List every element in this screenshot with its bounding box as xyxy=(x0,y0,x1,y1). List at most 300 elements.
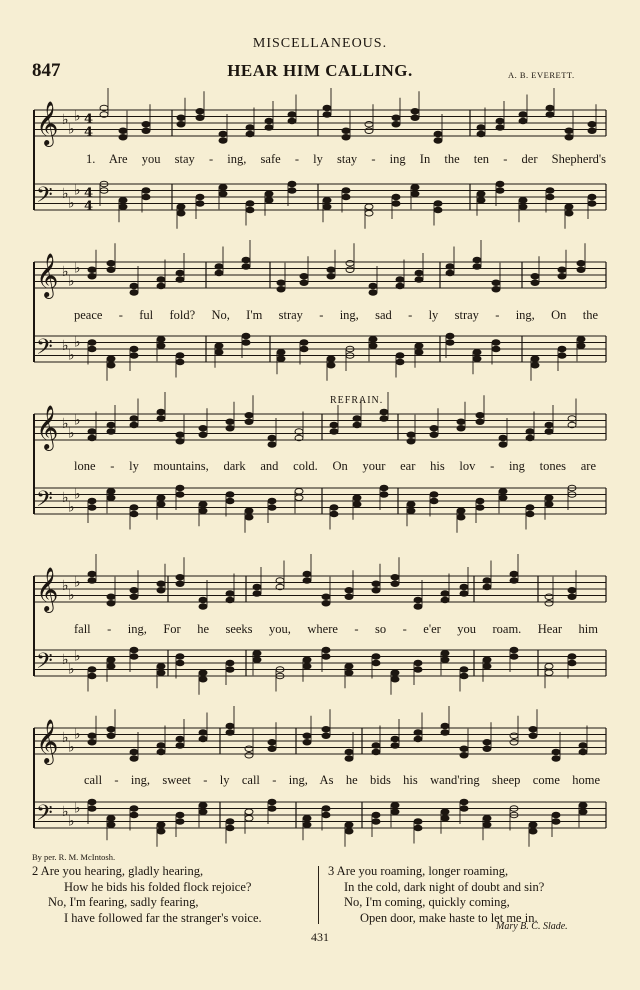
note-head xyxy=(268,435,276,441)
note-head xyxy=(579,802,587,808)
note-head xyxy=(219,184,227,190)
flat-icon: ♭ xyxy=(62,577,69,594)
note-head xyxy=(342,134,350,140)
note-head xyxy=(414,597,422,603)
note-head xyxy=(519,112,527,118)
note-head xyxy=(88,498,96,504)
note-head xyxy=(245,815,253,821)
note-head xyxy=(353,501,361,507)
note-head xyxy=(107,260,115,266)
flat-icon: ♭ xyxy=(68,273,75,290)
flat-icon: ♭ xyxy=(62,729,69,746)
note-head xyxy=(380,492,388,498)
note-head xyxy=(142,128,150,134)
flat-icon: ♭ xyxy=(62,337,69,354)
note-head xyxy=(460,584,468,590)
note-head xyxy=(476,498,484,504)
note-head xyxy=(226,660,234,666)
note-head xyxy=(88,340,96,346)
note-head xyxy=(558,267,566,273)
note-head xyxy=(483,815,491,821)
note-head xyxy=(177,121,185,127)
note-head xyxy=(242,264,250,270)
note-head xyxy=(157,663,165,669)
bass-clef-icon: 𝄢 xyxy=(36,801,53,831)
note-head xyxy=(130,422,138,428)
note-head xyxy=(407,508,415,514)
note-head xyxy=(245,412,253,418)
note-head xyxy=(199,425,207,431)
note-head xyxy=(322,806,330,812)
page-number: 431 xyxy=(311,930,329,944)
note-head xyxy=(322,733,330,739)
note-head xyxy=(496,181,504,187)
note-head xyxy=(215,343,223,349)
note-head xyxy=(246,125,254,131)
note-head xyxy=(434,131,442,137)
note-head xyxy=(519,197,527,203)
lyric-line-2: peace - ful fold? No, I'm stray - ing, sad - ly stray - ing, On the xyxy=(74,308,598,322)
note-head xyxy=(460,746,468,752)
note-head xyxy=(268,739,276,745)
note-head xyxy=(391,743,399,749)
note-head xyxy=(414,819,422,825)
note-head xyxy=(391,676,399,682)
flat-icon: ♭ xyxy=(62,415,69,432)
note-head xyxy=(196,115,204,121)
note-head xyxy=(430,498,438,504)
note-head xyxy=(265,197,273,203)
note-head xyxy=(526,435,534,441)
note-head xyxy=(107,663,115,669)
note-head xyxy=(430,492,438,498)
note-head xyxy=(219,131,227,137)
note-head xyxy=(107,488,115,494)
note-head xyxy=(380,416,388,422)
note-head xyxy=(568,587,576,593)
note-head xyxy=(107,815,115,821)
note-head xyxy=(369,343,377,349)
note-head xyxy=(107,733,115,739)
note-head xyxy=(577,343,585,349)
note-head xyxy=(499,488,507,494)
permission-credit: By per. R. M. McIntosh. xyxy=(32,852,116,862)
note-head xyxy=(107,495,115,501)
note-head xyxy=(157,822,165,828)
bass-clef-icon: 𝄢 xyxy=(36,649,53,679)
note-head xyxy=(415,343,423,349)
note-head xyxy=(568,594,576,600)
note-head xyxy=(441,657,449,663)
note-head xyxy=(157,277,165,283)
composer-credit: A. B. EVERETT. xyxy=(508,70,575,80)
note-head xyxy=(327,356,335,362)
note-head xyxy=(568,660,576,666)
note-head xyxy=(372,587,380,593)
note-head xyxy=(157,495,165,501)
note-head xyxy=(531,356,539,362)
note-head xyxy=(288,188,296,194)
note-head xyxy=(130,654,138,660)
note-head xyxy=(579,743,587,749)
note-head xyxy=(531,273,539,279)
note-head xyxy=(130,749,138,755)
note-head xyxy=(345,756,353,762)
note-head xyxy=(107,429,115,435)
note-head xyxy=(265,191,273,197)
note-head xyxy=(196,201,204,207)
note-head xyxy=(342,194,350,200)
note-head xyxy=(130,812,138,818)
note-head xyxy=(545,422,553,428)
note-head xyxy=(219,191,227,197)
note-head xyxy=(119,134,127,140)
note-head xyxy=(391,670,399,676)
flat-icon: ♭ xyxy=(62,489,69,506)
time-signature: 4 xyxy=(84,125,94,140)
note-head xyxy=(157,416,165,422)
note-head xyxy=(323,105,331,111)
note-head xyxy=(473,356,481,362)
note-head xyxy=(176,277,184,283)
note-head xyxy=(477,131,485,137)
note-head xyxy=(415,349,423,355)
note-head xyxy=(496,188,504,194)
note-head xyxy=(130,511,138,517)
note-head xyxy=(107,422,115,428)
time-signature: 4 xyxy=(84,186,94,201)
note-head xyxy=(107,356,115,362)
note-head xyxy=(107,657,115,663)
note-head xyxy=(579,809,587,815)
note-head xyxy=(380,409,388,415)
note-head xyxy=(130,806,138,812)
note-head xyxy=(330,422,338,428)
note-head xyxy=(107,594,115,600)
note-head xyxy=(526,511,534,517)
note-head xyxy=(529,726,537,732)
note-head xyxy=(300,273,308,279)
note-head xyxy=(477,191,485,197)
bass-clef-icon: 𝄢 xyxy=(36,487,53,517)
note-head xyxy=(303,657,311,663)
flat-icon: ♭ xyxy=(74,726,81,743)
note-head xyxy=(441,809,449,815)
note-head xyxy=(483,739,491,745)
note-head xyxy=(119,204,127,210)
note-head xyxy=(407,432,415,438)
note-head xyxy=(441,650,449,656)
note-head xyxy=(414,825,422,831)
hymn-number: 847 xyxy=(32,60,61,81)
note-head xyxy=(253,591,261,597)
note-head xyxy=(88,667,96,673)
note-head xyxy=(577,336,585,342)
note-head xyxy=(88,799,96,805)
note-head xyxy=(199,501,207,507)
note-head xyxy=(460,591,468,597)
note-head xyxy=(226,819,234,825)
flat-icon: ♭ xyxy=(68,739,75,756)
note-head xyxy=(295,495,303,501)
note-head xyxy=(345,749,353,755)
note-head xyxy=(157,749,165,755)
note-head xyxy=(396,283,404,289)
note-head xyxy=(483,663,491,669)
note-head xyxy=(199,736,207,742)
treble-clef-icon: 𝄞 xyxy=(36,405,59,449)
note-head xyxy=(242,333,250,339)
note-head xyxy=(277,286,285,292)
verse-divider xyxy=(318,866,319,924)
section-heading: MISCELLANEOUS. xyxy=(252,36,388,51)
flat-icon: ♭ xyxy=(74,260,81,277)
note-head xyxy=(142,121,150,127)
author-credit: Mary B. C. Slade. xyxy=(496,921,568,932)
note-head xyxy=(322,647,330,653)
flat-icon: ♭ xyxy=(68,121,75,138)
note-head xyxy=(246,201,254,207)
note-head xyxy=(372,749,380,755)
note-head xyxy=(365,204,373,210)
note-head xyxy=(268,799,276,805)
note-head xyxy=(441,723,449,729)
note-head xyxy=(157,336,165,342)
lyric-line-4: fall - ing, For he seeks you, where - so - e'er you roam. Hear him xyxy=(74,622,598,636)
flat-icon: ♭ xyxy=(74,648,81,665)
verse-line: How he bids his folded flock rejoice? xyxy=(64,879,252,894)
note-head xyxy=(345,670,353,676)
note-head xyxy=(415,270,423,276)
note-head xyxy=(253,584,261,590)
note-head xyxy=(199,809,207,815)
note-head xyxy=(88,578,96,584)
verse-line: I have followed far the stranger's voice. xyxy=(64,910,262,925)
note-head xyxy=(322,654,330,660)
note-head xyxy=(88,435,96,441)
note-head xyxy=(157,828,165,834)
note-head xyxy=(414,667,422,673)
note-head xyxy=(300,280,308,286)
note-head xyxy=(565,210,573,216)
note-head xyxy=(242,257,250,263)
note-head xyxy=(391,581,399,587)
note-head xyxy=(446,270,454,276)
note-head xyxy=(88,267,96,273)
note-head xyxy=(245,752,253,758)
note-head xyxy=(157,283,165,289)
note-head xyxy=(588,128,596,134)
note-head xyxy=(88,429,96,435)
flat-icon: ♭ xyxy=(62,185,69,202)
note-head xyxy=(546,194,554,200)
note-head xyxy=(457,514,465,520)
note-head xyxy=(430,432,438,438)
note-head xyxy=(492,286,500,292)
note-head xyxy=(441,815,449,821)
note-head xyxy=(199,676,207,682)
note-head xyxy=(176,353,184,359)
note-head xyxy=(88,673,96,679)
note-head xyxy=(492,340,500,346)
note-head xyxy=(545,594,553,600)
note-head xyxy=(483,746,491,752)
note-head xyxy=(226,723,234,729)
note-head xyxy=(88,505,96,511)
note-head xyxy=(545,501,553,507)
note-head xyxy=(369,290,377,296)
note-head xyxy=(492,280,500,286)
note-head xyxy=(545,495,553,501)
verse-line: 2 Are you hearing, gladly hearing, xyxy=(32,864,204,878)
note-head xyxy=(499,435,507,441)
note-head xyxy=(327,273,335,279)
note-head xyxy=(330,505,338,511)
note-head xyxy=(545,663,553,669)
verse-line: No, I'm coming, quickly coming, xyxy=(344,895,510,909)
note-head xyxy=(199,730,207,736)
note-head xyxy=(130,290,138,296)
note-head xyxy=(303,578,311,584)
note-head xyxy=(242,340,250,346)
note-head xyxy=(130,505,138,511)
flat-icon: ♭ xyxy=(62,111,69,128)
note-head xyxy=(407,501,415,507)
note-head xyxy=(483,584,491,590)
note-head xyxy=(253,657,261,663)
note-head xyxy=(411,191,419,197)
note-head xyxy=(303,663,311,669)
note-head xyxy=(473,257,481,263)
note-head xyxy=(519,204,527,210)
note-head xyxy=(392,115,400,121)
note-head xyxy=(460,667,468,673)
note-head xyxy=(327,267,335,273)
note-head xyxy=(226,591,234,597)
note-head xyxy=(130,346,138,352)
note-head xyxy=(157,409,165,415)
note-head xyxy=(345,663,353,669)
note-head xyxy=(245,809,253,815)
note-head xyxy=(392,201,400,207)
note-head xyxy=(372,654,380,660)
note-head xyxy=(392,121,400,127)
lyric-line-3: lone - ly mountains, dark and cold. On your ear his lov - ing tones are xyxy=(74,459,596,473)
note-head xyxy=(288,112,296,118)
note-head xyxy=(176,660,184,666)
note-head xyxy=(446,333,454,339)
note-head xyxy=(130,283,138,289)
note-head xyxy=(323,204,331,210)
note-head xyxy=(323,112,331,118)
note-head xyxy=(476,412,484,418)
note-head xyxy=(268,746,276,752)
note-head xyxy=(303,571,311,577)
note-head xyxy=(268,806,276,812)
note-head xyxy=(303,815,311,821)
note-head xyxy=(246,207,254,213)
refrain-label: REFRAIN. xyxy=(330,395,384,406)
time-signature: 4 xyxy=(84,199,94,214)
note-head xyxy=(142,188,150,194)
note-head xyxy=(510,647,518,653)
note-head xyxy=(88,346,96,352)
note-head xyxy=(107,267,115,273)
note-head xyxy=(499,442,507,448)
note-head xyxy=(130,594,138,600)
note-head xyxy=(157,587,165,593)
note-head xyxy=(565,128,573,134)
note-head xyxy=(460,673,468,679)
verse-line: In the cold, dark night of doubt and sin? xyxy=(344,879,545,894)
note-head xyxy=(441,591,449,597)
note-head xyxy=(342,128,350,134)
note-head xyxy=(88,273,96,279)
note-head xyxy=(176,819,184,825)
note-head xyxy=(226,667,234,673)
note-head xyxy=(157,670,165,676)
note-head xyxy=(499,495,507,501)
note-head xyxy=(519,118,527,124)
note-head xyxy=(107,362,115,368)
note-head xyxy=(457,508,465,514)
note-head xyxy=(130,353,138,359)
note-head xyxy=(330,511,338,517)
note-head xyxy=(157,501,165,507)
note-head xyxy=(177,204,185,210)
note-head xyxy=(295,488,303,494)
note-head xyxy=(265,118,273,124)
note-head xyxy=(473,349,481,355)
note-head xyxy=(277,349,285,355)
note-head xyxy=(342,188,350,194)
time-signature: 4 xyxy=(84,112,94,127)
note-head xyxy=(157,343,165,349)
treble-clef-icon: 𝄞 xyxy=(36,719,59,763)
note-head xyxy=(176,270,184,276)
note-head xyxy=(496,118,504,124)
flat-icon: ♭ xyxy=(62,651,69,668)
note-head xyxy=(176,359,184,365)
note-head xyxy=(415,277,423,283)
note-head xyxy=(196,194,204,200)
note-head xyxy=(372,819,380,825)
note-head xyxy=(346,260,354,266)
note-head xyxy=(411,108,419,114)
note-head xyxy=(323,197,331,203)
note-head xyxy=(199,597,207,603)
note-head xyxy=(303,739,311,745)
note-head xyxy=(322,812,330,818)
note-head xyxy=(529,733,537,739)
note-head xyxy=(434,207,442,213)
note-head xyxy=(277,280,285,286)
note-head xyxy=(226,498,234,504)
note-head xyxy=(545,600,553,606)
verse-line: No, I'm fearing, sadly fearing, xyxy=(48,895,199,909)
note-head xyxy=(460,799,468,805)
note-head xyxy=(322,726,330,732)
note-head xyxy=(142,194,150,200)
note-head xyxy=(107,822,115,828)
note-head xyxy=(268,498,276,504)
flat-icon: ♭ xyxy=(74,334,81,351)
note-head xyxy=(460,806,468,812)
note-head xyxy=(510,739,518,745)
note-head xyxy=(558,353,566,359)
note-head xyxy=(411,115,419,121)
note-head xyxy=(545,429,553,435)
